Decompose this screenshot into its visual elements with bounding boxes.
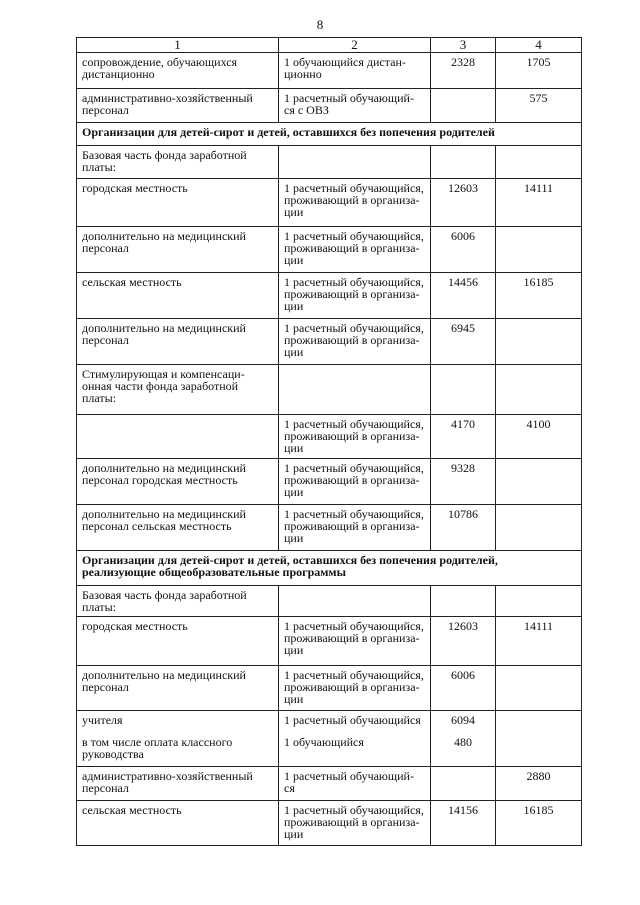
unit-line: ции: [284, 485, 304, 499]
unit-line: проживающий в организа-: [284, 815, 420, 829]
indicator-line: административно-хозяйственный: [82, 91, 253, 105]
header-cell-4: 4: [496, 38, 582, 53]
cell-value-col4: [496, 586, 582, 617]
cell-value-col3: [431, 365, 496, 415]
cell-unit: [279, 415, 431, 459]
cell-unit: [279, 179, 431, 227]
cell-value-col3: 12603: [431, 617, 496, 666]
cell-value-col4: 16185: [496, 801, 582, 846]
cell-value-col4: 16185: [496, 273, 582, 319]
section-title: [77, 123, 582, 146]
indicator-line: Базовая часть фонда заработной: [82, 148, 247, 162]
indicator-line: платы:: [82, 600, 117, 614]
cell-value-col3: [431, 89, 496, 123]
unit-line: 1 расчетный обучающийся,: [284, 275, 424, 289]
cell-value-col3: [431, 586, 496, 617]
unit-line: проживающий в организа-: [284, 287, 420, 301]
cell-indicator: [77, 801, 279, 846]
indicator-line: персонал: [82, 781, 129, 795]
indicator-line: руководства: [82, 747, 144, 761]
unit-line: ции: [284, 299, 304, 313]
indicator-block: [82, 736, 273, 760]
unit-line: проживающий в организа-: [284, 519, 420, 533]
unit-line: 1 обучающийся дистан-: [284, 55, 406, 69]
section-row: [77, 551, 582, 586]
cell-value-col3: 10786: [431, 505, 496, 551]
unit-line: проживающий в организа-: [284, 429, 420, 443]
cell-value-col3: 14456: [431, 273, 496, 319]
unit-line: ции: [284, 345, 304, 359]
unit-line: ся с ОВЗ: [284, 103, 329, 117]
cell-value-col3: [431, 767, 496, 801]
indicator-line: персонал сельская местность: [82, 519, 232, 533]
cell-value-col4: [496, 227, 582, 273]
cell-unit: [279, 89, 431, 123]
cell-indicator: [77, 666, 279, 711]
value-block: 6094: [451, 713, 475, 727]
cell-value-col3: 6006: [431, 666, 496, 711]
cell-indicator: [77, 505, 279, 551]
cell-value-col3: 4170: [431, 415, 496, 459]
table-row: [77, 179, 582, 227]
indicator-line: дополнительно на медицинский: [82, 507, 246, 521]
cell-value-col4: [496, 711, 582, 767]
indicator-line: платы:: [82, 391, 117, 405]
cell-unit: [279, 53, 431, 89]
cell-unit: [279, 319, 431, 365]
cell-value-col3: 12603: [431, 179, 496, 227]
cell-indicator: [77, 227, 279, 273]
cell-indicator: [77, 617, 279, 666]
cell-indicator: [77, 459, 279, 505]
indicator-line: сопровождение, обучающихся: [82, 55, 238, 69]
table-row: [77, 711, 582, 767]
indicator-line: городская местность: [82, 181, 188, 195]
rates-table: [76, 37, 582, 846]
cell-indicator: [77, 319, 279, 365]
unit-line: проживающий в организа-: [284, 473, 420, 487]
unit-line: 1 расчетный обучающийся,: [284, 181, 424, 195]
table-row: [77, 767, 582, 801]
cell-value-col3: 14156: [431, 801, 496, 846]
cell-unit: [279, 711, 431, 767]
unit-line: ции: [284, 531, 304, 545]
header-cell-3: 3: [431, 38, 496, 53]
indicator-line: административно-хозяйственный: [82, 769, 253, 783]
cell-indicator: [77, 179, 279, 227]
table-row: [77, 227, 582, 273]
cell-indicator: [77, 273, 279, 319]
cell-value-col3: 9328: [431, 459, 496, 505]
indicator-line: дополнительно на медицинский: [82, 461, 246, 475]
unit-line: 1 расчетный обучающийся,: [284, 461, 424, 475]
unit-line: 1 расчетный обучающийся,: [284, 417, 424, 431]
header-cell-2: 2: [279, 38, 431, 53]
cell-unit: [279, 459, 431, 505]
cell-indicator: [77, 415, 279, 459]
unit-line: 1 обучающийся: [284, 735, 364, 749]
table-row: [77, 365, 582, 415]
cell-indicator: [77, 53, 279, 89]
cell-value-col4: [496, 666, 582, 711]
unit-line: ции: [284, 205, 304, 219]
table-row: [77, 319, 582, 365]
unit-block: [284, 714, 425, 726]
cell-unit: [279, 273, 431, 319]
cell-indicator: [77, 365, 279, 415]
unit-line: ционно: [284, 67, 322, 81]
cell-indicator: [77, 586, 279, 617]
cell-value-col3: [431, 711, 496, 767]
cell-indicator: [77, 146, 279, 179]
cell-value-col4: 14111: [496, 617, 582, 666]
indicator-block: [82, 714, 273, 726]
indicator-line: дистанционно: [82, 67, 155, 81]
indicator-line: сельская местность: [82, 275, 182, 289]
unit-line: ции: [284, 692, 304, 706]
cell-value-col4: 4100: [496, 415, 582, 459]
indicator-line: сельская местность: [82, 803, 182, 817]
table-row: [77, 505, 582, 551]
unit-line: проживающий в организа-: [284, 193, 420, 207]
header-cell-1: 1: [77, 38, 279, 53]
unit-line: проживающий в организа-: [284, 241, 420, 255]
table-row: [77, 415, 582, 459]
indicator-line: учителя: [82, 713, 123, 727]
cell-unit: [279, 617, 431, 666]
section-title-line: Организации для детей-сирот и детей, оставшихся без попечения родителей: [82, 125, 495, 139]
indicator-line: персонал: [82, 103, 129, 117]
cell-unit: [279, 801, 431, 846]
indicator-line: Стимулирующая и компенсаци-: [82, 367, 245, 381]
unit-line: 1 расчетный обучающийся,: [284, 507, 424, 521]
cell-value-col4: [496, 146, 582, 179]
unit-block: [284, 736, 425, 748]
indicator-line: персонал городская местность: [82, 473, 238, 487]
cell-indicator: [77, 711, 279, 767]
indicator-line: Базовая часть фонда заработной: [82, 588, 247, 602]
indicator-line: персонал: [82, 333, 129, 347]
unit-line: ся: [284, 781, 295, 795]
indicator-line: персонал: [82, 241, 129, 255]
cell-value-col4: 1705: [496, 53, 582, 89]
indicator-line: платы:: [82, 160, 117, 174]
unit-line: 1 расчетный обучающий-: [284, 91, 414, 105]
unit-line: 1 расчетный обучающийся,: [284, 668, 424, 682]
cell-unit: [279, 586, 431, 617]
table-row: [77, 617, 582, 666]
cell-indicator: [77, 89, 279, 123]
indicator-line: дополнительно на медицинский: [82, 321, 246, 335]
unit-line: 1 расчетный обучающийся: [284, 713, 421, 727]
table-row: [77, 459, 582, 505]
section-title-line: реализующие общеобразовательные программы: [82, 565, 346, 579]
unit-line: ции: [284, 643, 304, 657]
cell-unit: [279, 146, 431, 179]
section-row: [77, 123, 582, 146]
cell-value-col3: 2328: [431, 53, 496, 89]
cell-value-col4: [496, 365, 582, 415]
cell-value-col3: 6945: [431, 319, 496, 365]
table-body: [77, 38, 582, 846]
unit-line: ции: [284, 441, 304, 455]
indicator-line: дополнительно на медицинский: [82, 229, 246, 243]
header-row: [77, 38, 582, 53]
unit-line: 1 расчетный обучающийся,: [284, 619, 424, 633]
cell-value-col4: 14111: [496, 179, 582, 227]
unit-line: ции: [284, 253, 304, 267]
cell-unit: [279, 505, 431, 551]
page-number: 8: [316, 17, 324, 32]
cell-value-col4: [496, 505, 582, 551]
cell-unit: [279, 666, 431, 711]
cell-value-col4: 2880: [496, 767, 582, 801]
table-row: [77, 273, 582, 319]
table-row: [77, 146, 582, 179]
cell-value-col4: [496, 459, 582, 505]
cell-value-col3: 6006: [431, 227, 496, 273]
table-row: [77, 89, 582, 123]
cell-value-col4: 575: [496, 89, 582, 123]
table-row: [77, 666, 582, 711]
indicator-line: персонал: [82, 680, 129, 694]
cell-unit: [279, 227, 431, 273]
indicator-line: дополнительно на медицинский: [82, 668, 246, 682]
cell-indicator: [77, 767, 279, 801]
section-title-line: Организации для детей-сирот и детей, оставшихся без попечения родителей,: [82, 553, 498, 567]
cell-value-col3: [431, 146, 496, 179]
cell-value-col4: [496, 319, 582, 365]
section-title: [77, 551, 582, 586]
unit-line: проживающий в организа-: [284, 631, 420, 645]
unit-line: 1 расчетный обучающий-: [284, 769, 414, 783]
unit-line: 1 расчетный обучающийся,: [284, 803, 424, 817]
indicator-line: городская местность: [82, 619, 188, 633]
indicator-line: в том числе оплата классного: [82, 735, 233, 749]
unit-line: проживающий в организа-: [284, 333, 420, 347]
unit-line: 1 расчетный обучающийся,: [284, 321, 424, 335]
unit-line: ции: [284, 827, 304, 841]
unit-line: 1 расчетный обучающийся,: [284, 229, 424, 243]
cell-unit: [279, 365, 431, 415]
cell-unit: [279, 767, 431, 801]
table-row: [77, 53, 582, 89]
table-row: [77, 586, 582, 617]
unit-line: проживающий в организа-: [284, 680, 420, 694]
table-row: [77, 801, 582, 846]
indicator-line: онная части фонда заработной: [82, 379, 239, 393]
value-block: 480: [454, 735, 472, 749]
